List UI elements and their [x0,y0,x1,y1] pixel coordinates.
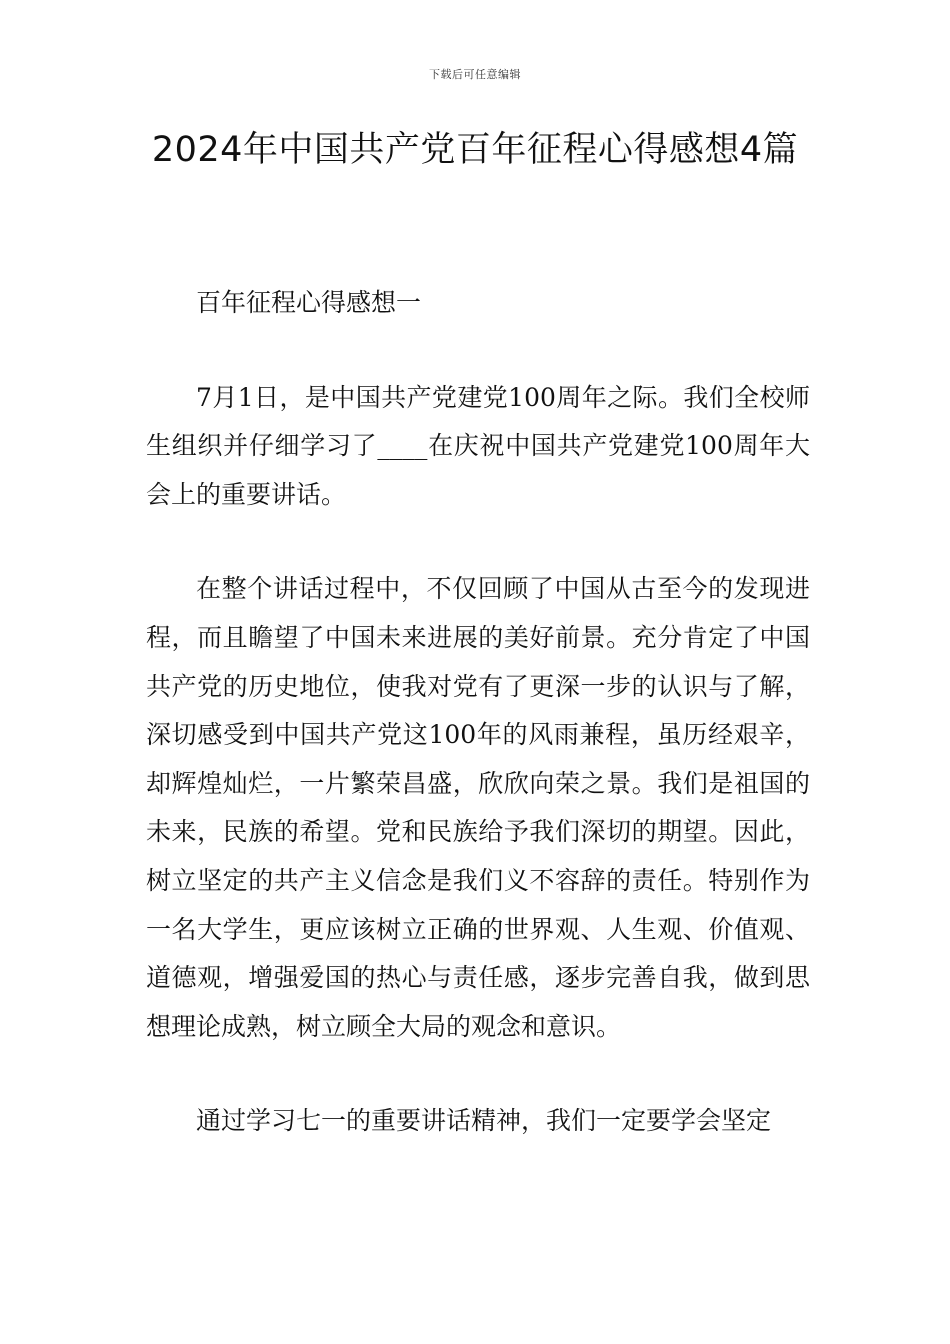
document-title: 2024年中国共产党百年征程心得感想4篇 [151,130,799,170]
document-body [146,279,810,1192]
paragraph-1: 7月1日，是中国共产党建党100周年之际。我们全校师生组织并仔细学习了____在庆祝中国共产党建党100周年大会上的重要讲话。 [146,382,810,509]
paragraph-2: 在整个讲话过程中，不仅回顾了中国从古至今的发现进程，而且瞻望了中国未来进展的美好前景。充分肯定了中国共产党的历史地位，使我对党有了更深一步的认识与了解，深切感受到中国共产党这100年的风雨兼程，虽历经艰辛，却辉煌灿烂，一片繁荣昌盛，欣欣向荣之景。我们是祖国的未来，民族的希望。党和民族给予我们深切的期望。因此，树立坚定的共产主义信念是我们义不容辞的责任。特别作为一名大学生，更应该树立正确的世界观、人生观、价值观、道德观，增强爱国的热心与责任感，逐步完善自我，做到思想理论成熟，树立顾全大局的观念和意识。 [146,574,810,1041]
paragraph-3: 通过学习七一的重要讲话精神，我们一定要学会坚定 [196,1106,772,1136]
section-heading: 百年征程心得感想一 [196,288,422,317]
page-header-note: 下载后可任意编辑 [429,68,521,81]
